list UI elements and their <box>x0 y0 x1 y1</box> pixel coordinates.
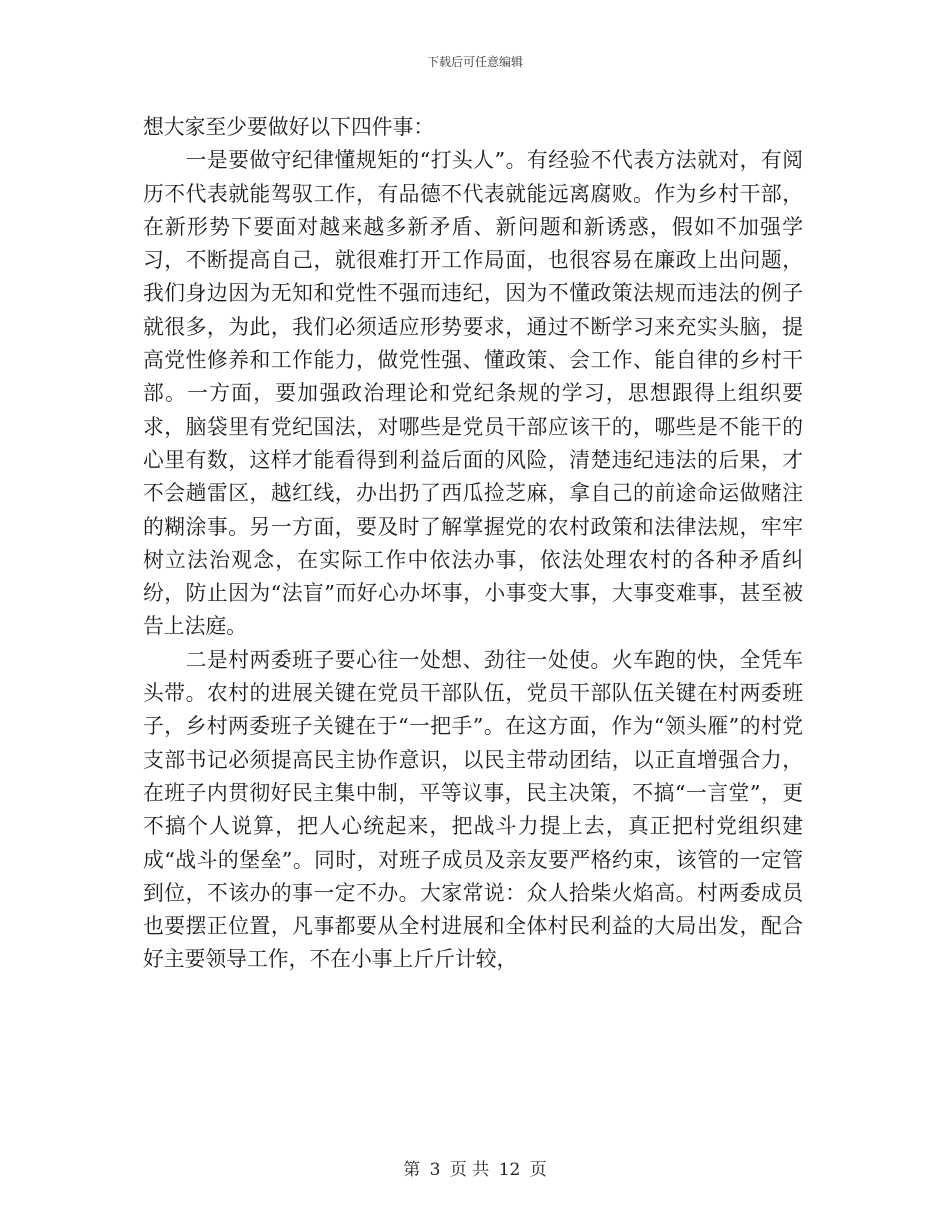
paragraph-continuation: 想大家至少要做好以下四件事： <box>143 115 435 139</box>
footer-prefix: 第 <box>403 1160 421 1180</box>
total-page-number: 12 <box>498 1160 521 1180</box>
paragraph-committee: 二是村两委班子要心往一处想、劲往一处使。火车跑的快，全凭车头带。农村的进展关键在党员干部队伍，党员干部队伍关键在村两委班子，乡村两委班子关键在于“一把手”。在这方面，作为“领头雁”的村党支部书记必须提高民主协作意识，以民主带动团结，以正直增强合力，在班子内贯彻好民主集中制，平等议事，民主决策，不搞“一言堂”，更不搞个人说算，把人心统起来，把战斗力提上去，真正把村党组织建成“战斗的堡垒”。同时，对班子成员及亲友要严格约束，该管的一定管到位，不该办的事一定不办。大家常说：众人拾柴火焰高。村两委成员也要摆正位置，凡事都要从全村进展和全体村民利益的大局出发，配合好主要领导工作，不在小事上斤斤计较， <box>143 647 803 972</box>
page-footer <box>0 1155 950 1180</box>
page-header: 下载后可任意编辑 <box>426 55 523 69</box>
footer-suffix: 页 <box>529 1160 547 1180</box>
footer-mid: 页 共 <box>449 1160 490 1180</box>
document-body <box>143 111 803 977</box>
paragraph-discipline: 一是要做守纪律懂规矩的“打头人”。有经验不代表方法就对，有阅历不代表就能驾驭工作，有品德不代表就能远离腐败。作为乡村干部，在新形势下要面对越来越多新矛盾、新问题和新诱惑，假如不加强学习，不断提高自己，就很难打开工作局面，也很容易在廉政上出问题，我们身边因为无知和党性不强而违纪，因为不懂政策法规而违法的例子就很多，为此，我们必须适应形势要求，通过不断学习来充实头脑，提高党性修养和工作能力，做党性强、懂政策、会工作、能自律的乡村干部。一方面，要加强政治理论和党纪条规的学习，思想跟得上组织要求，脑袋里有党纪国法，对哪些是党员干部应该干的，哪些是不能干的心里有数，这样才能看得到利益后面的风险，清楚违纪违法的后果，才不会趟雷区，越红线，办出扔了西瓜捡芝麻，拿自己的前途命运做赌注的糊涂事。另一方面，要及时了解掌握党的农村政策和法律法规，牢牢树立法治观念，在实际工作中依法办事，依法处理农村的各种矛盾纠纷，防止因为“法盲”而好心办坏事，小事变大事，大事变难事，甚至被告上法庭。 <box>143 148 803 639</box>
current-page-number: 3 <box>429 1160 441 1180</box>
